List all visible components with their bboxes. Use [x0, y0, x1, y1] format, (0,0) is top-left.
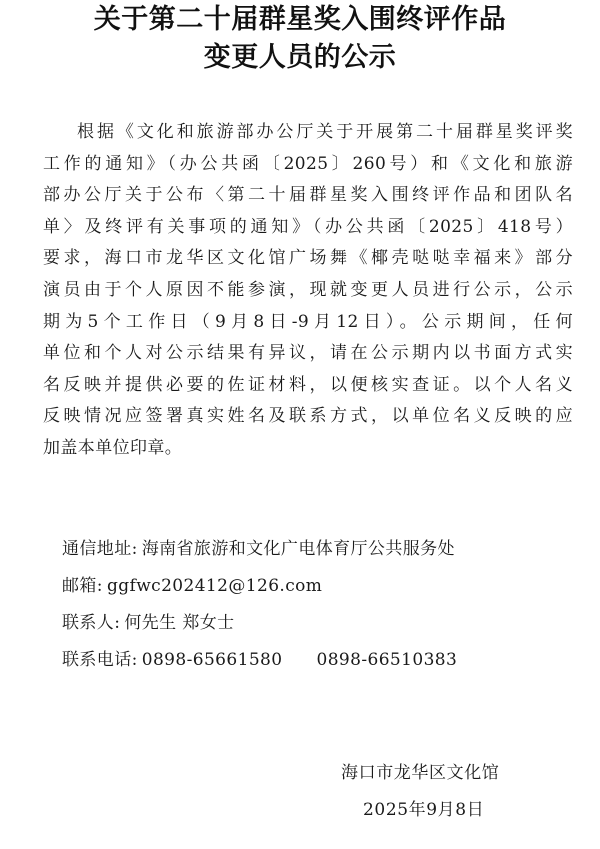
body-line: 根据《文化和旅游部办公厅关于开展第二十届群星奖评奖: [77, 122, 573, 142]
person-label: 联系人:: [62, 613, 121, 633]
body-line: 部办公厅关于公布〈第二十届群星奖入围终评作品和团队名: [43, 185, 573, 206]
contact-address: [62, 537, 455, 561]
contact-email: [62, 574, 322, 598]
document-title-line-1: 关于第二十届群星奖入围终评作品: [93, 4, 507, 35]
body-line: 反映情况应签署真实姓名及联系方式，以单位名义反映的应: [43, 406, 573, 427]
person-value: 何先生 郑女士: [124, 613, 235, 633]
phone-label: 联系电话:: [62, 650, 138, 670]
phone-number-2: 0898-66510383: [316, 650, 458, 670]
contact-person: [62, 611, 235, 635]
phone-number-1: 0898-65661580: [141, 650, 283, 670]
address-value: 海南省旅游和文化广电体育厅公共服务处: [141, 539, 455, 559]
email-label: 邮箱:: [62, 576, 103, 596]
notice-body-paragraph: [43, 117, 573, 465]
body-line: 名反映并提供必要的佐证材料，以便核实查证。以个人名义: [43, 374, 573, 395]
body-line: 要求，海口市龙华区文化馆广场舞《椰壳哒哒幸福来》部分: [43, 248, 573, 269]
address-label: 通信地址:: [62, 539, 138, 559]
email-value: ggfwc202412@126.com: [106, 576, 323, 596]
body-line: 单位和个人对公示结果有异议，请在公示期内以书面方式实: [43, 343, 573, 364]
document-title-line-2: 变更人员的公示: [203, 42, 397, 73]
body-line: 加盖本单位印章。: [43, 437, 183, 458]
body-line: 期为5个工作日（9月8日-9月12日）。公示期间，任何: [43, 311, 573, 332]
signature-date: 2025年9月8日: [363, 800, 485, 820]
body-line: 演员由于个人原因不能参演，现就变更人员进行公示，公示: [43, 279, 573, 300]
contact-phone: [62, 648, 457, 672]
signature-organization: 海口市龙华区文化馆: [341, 763, 500, 783]
body-line: 工作的通知》（办公共函〔2025〕260号）和《文化和旅游: [43, 153, 573, 174]
body-line: 单〉及终评有关事项的通知》（办公共函〔2025〕418号）: [43, 216, 573, 237]
